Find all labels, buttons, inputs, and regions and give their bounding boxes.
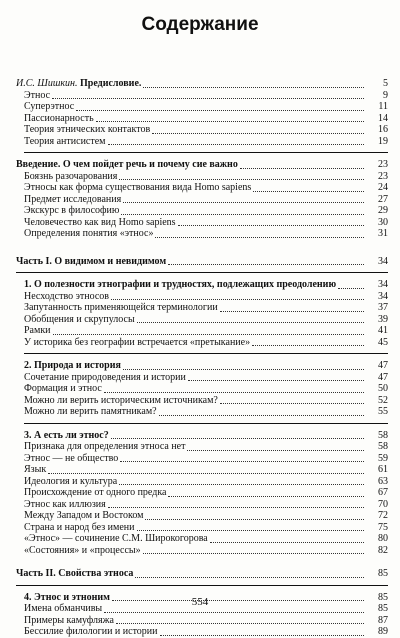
leader-dots	[143, 545, 364, 554]
toc-entry[interactable]	[16, 453, 388, 465]
entry-title: 3. А есть ли этнос?	[24, 429, 109, 441]
page-ref: 47	[378, 371, 388, 383]
intro-section	[16, 159, 388, 240]
leader-dots	[48, 465, 364, 474]
leader-dots	[220, 395, 364, 404]
entry-title: Страна и народ без имени	[24, 521, 135, 533]
entry-title: Имена обманчивы	[24, 603, 103, 614]
page-ref: 34	[378, 255, 388, 267]
divider	[24, 353, 388, 354]
preface-label: Предисловие.	[80, 78, 142, 89]
entry-title: Примеры камуфляжа	[24, 614, 114, 626]
page-ref: 41	[378, 325, 388, 336]
page-ref: 63	[378, 475, 388, 487]
entry-title: Теория антисистем	[24, 135, 106, 147]
toc-part-1[interactable]	[16, 256, 388, 268]
entry-title: У историка без географии встречается «претыкание»	[24, 336, 251, 348]
page-ref: 29	[378, 205, 388, 216]
page-ref: 31	[378, 228, 388, 239]
entry-title: Запутанность применяющейся терминологии	[24, 302, 218, 313]
entry-title: Между Западом и Востоком	[24, 510, 144, 521]
toc-entry[interactable]	[16, 182, 388, 194]
table-of-contents	[16, 78, 388, 638]
leader-dots	[168, 256, 364, 265]
page-ref: 11	[378, 101, 388, 112]
toc-entry[interactable]	[16, 205, 388, 217]
entry-title: Этнос	[24, 89, 51, 101]
entry-title: Предмет исследования	[24, 193, 122, 205]
entry-title: Суперэтнос	[24, 101, 75, 112]
leader-dots	[137, 522, 365, 531]
page-ref: 24	[378, 182, 388, 193]
page-ref: 75	[378, 521, 388, 533]
toc-entry[interactable]	[16, 476, 388, 488]
toc-entry[interactable]	[16, 383, 388, 395]
toc-entry[interactable]	[16, 302, 388, 314]
leader-dots	[159, 407, 364, 416]
toc-entry[interactable]	[16, 487, 388, 499]
page-ref: 9	[383, 89, 388, 101]
toc-entry[interactable]	[16, 325, 388, 337]
page-ref: 59	[378, 452, 388, 464]
page-ref: 70	[378, 498, 388, 510]
entry-title: Формация и этнос	[24, 383, 102, 394]
leader-dots	[76, 102, 364, 111]
toc-chapter[interactable]	[16, 360, 388, 372]
toc-entry[interactable]	[16, 522, 388, 534]
leader-dots	[252, 337, 364, 346]
divider	[24, 152, 388, 153]
page-ref: 45	[378, 336, 388, 348]
page-ref: 61	[378, 464, 388, 475]
entry-title: 4. Этнос и этноним	[24, 591, 110, 603]
toc-entry[interactable]	[16, 228, 388, 240]
entry-title: Язык	[24, 464, 47, 475]
leader-dots	[187, 442, 364, 451]
leader-dots	[155, 229, 364, 238]
entry-title: Бессилие филологии и истории	[24, 626, 158, 637]
page-ref: 50	[378, 383, 388, 394]
preface-section	[16, 78, 388, 147]
divider	[16, 272, 388, 273]
toc-entry[interactable]	[16, 217, 388, 229]
leader-dots	[121, 206, 364, 215]
toc-entry[interactable]	[16, 464, 388, 476]
toc-entry[interactable]	[16, 90, 388, 102]
entry-title: Можно ли верить памятникам?	[24, 406, 157, 417]
divider	[16, 585, 388, 586]
toc-entry[interactable]	[16, 615, 388, 627]
page-ref: 19	[378, 135, 388, 147]
entry-title: Пассионарность	[24, 112, 94, 124]
toc-entry[interactable]	[16, 171, 388, 183]
entry-title: Идеология и культура	[24, 475, 118, 487]
leader-dots	[152, 125, 364, 134]
page-ref: 16	[378, 124, 388, 135]
page-ref: 85	[378, 568, 388, 579]
leader-dots	[120, 453, 364, 462]
part-label: Часть I. О видимом и невидимом	[16, 255, 167, 267]
entry-title: Несходство этносов	[24, 290, 110, 302]
leader-dots	[220, 303, 364, 312]
divider	[24, 423, 388, 424]
page-ref: 85	[378, 591, 388, 603]
leader-dots	[188, 372, 364, 381]
toc-entry[interactable]	[16, 626, 388, 638]
toc-entry[interactable]	[16, 337, 388, 349]
toc-heading-intro[interactable]	[16, 159, 388, 171]
page-ref: 34	[378, 290, 388, 302]
part-label: Часть II. Свойства этноса	[16, 568, 134, 579]
leader-dots	[145, 511, 364, 520]
entry-title: Этнос — не общество	[24, 452, 119, 464]
leader-dots	[116, 615, 364, 624]
leader-dots	[119, 476, 364, 485]
preface-author: И.С. Шишкин.	[16, 78, 78, 89]
leader-dots	[111, 430, 364, 439]
toc-entry[interactable]	[16, 291, 388, 303]
page-ref: 87	[378, 614, 388, 626]
leader-dots	[253, 183, 364, 192]
page-ref: 37	[378, 302, 388, 313]
entry-title: Теория этнических контактов	[24, 124, 151, 135]
entry-title: Сочетание природоведения и истории	[24, 371, 186, 383]
page-ref: 30	[378, 216, 388, 228]
leader-dots	[104, 384, 364, 393]
entry-title: «Этнос» — сочинение С.М. Широкогорова	[24, 533, 208, 544]
entry-title: Этносы как форма существования вида Homo sapiens	[24, 182, 252, 193]
entry-title: Рамки	[24, 325, 51, 336]
toc-heading-preface[interactable]	[16, 78, 388, 90]
toc-entry[interactable]	[16, 395, 388, 407]
toc-entry[interactable]	[16, 510, 388, 522]
entry-title: Человечество как вид Homo sapiens	[24, 216, 176, 228]
page-ref: 82	[378, 544, 388, 556]
toc-entry[interactable]	[16, 113, 388, 125]
toc-entry[interactable]	[16, 314, 388, 326]
toc-chapter[interactable]	[16, 430, 388, 442]
entry-title: Признака для определения этноса нет	[24, 441, 186, 452]
page-title: Содержание	[141, 14, 259, 35]
entry-title: Можно ли верить историческим источникам?	[24, 394, 218, 406]
entry-title: 1. О полезности этнографии и трудностях, подлежащих преодолению	[24, 279, 337, 290]
leader-dots	[52, 90, 364, 99]
entry-title: 2. Природа и история	[24, 360, 121, 371]
toc-entry[interactable]	[16, 136, 388, 148]
page-ref: 34	[378, 279, 388, 290]
page-ref: 23	[378, 159, 388, 170]
leader-dots	[123, 361, 364, 370]
page-ref: 67	[378, 487, 388, 498]
entry-title: Боязнь разочарования	[24, 170, 118, 182]
toc-entry[interactable]	[16, 499, 388, 511]
toc-chapter[interactable]	[16, 279, 388, 291]
leader-dots	[160, 627, 364, 636]
leader-dots	[53, 326, 364, 335]
page-ref: 52	[378, 394, 388, 406]
toc-entry[interactable]	[16, 441, 388, 453]
page-ref: 72	[378, 510, 388, 521]
toc-entry[interactable]	[16, 406, 388, 418]
leader-dots	[111, 291, 364, 300]
intro-label: Введение. О чем пойдет речь и почему сие важно	[16, 159, 238, 170]
page-ref: 5	[383, 78, 388, 89]
page-ref: 47	[378, 360, 388, 371]
entry-title: Экскурс в философию	[24, 205, 120, 216]
leader-dots	[210, 534, 364, 543]
page-ref: 39	[378, 313, 388, 325]
leader-dots	[168, 488, 364, 497]
leader-dots	[240, 160, 364, 169]
page-ref: 85	[378, 603, 388, 614]
page-ref: 89	[378, 626, 388, 637]
leader-dots	[135, 569, 364, 578]
entry-title: Происхождение от одного предка	[24, 487, 167, 498]
leader-dots	[338, 280, 364, 289]
page-ref: 80	[378, 533, 388, 544]
page-number: 554	[191, 596, 209, 608]
page-ref: 23	[378, 170, 388, 182]
toc-entry[interactable]	[16, 372, 388, 384]
leader-dots	[108, 499, 364, 508]
page-ref: 55	[378, 406, 388, 417]
page-ref: 58	[378, 429, 388, 441]
toc-entry[interactable]	[16, 545, 388, 557]
entry-title: Обобщения и скрупулосы	[24, 313, 135, 325]
leader-dots	[178, 217, 364, 226]
toc-entry[interactable]	[16, 533, 388, 545]
page-ref: 27	[378, 193, 388, 205]
page-ref: 14	[378, 112, 388, 124]
toc-entry[interactable]	[16, 194, 388, 206]
entry-title: Определения понятия «этнос»	[24, 228, 154, 239]
leader-dots	[108, 136, 365, 145]
leader-dots	[123, 194, 364, 203]
leader-dots	[119, 171, 364, 180]
leader-dots	[96, 113, 364, 122]
entry-title: «Состояния» и «процессы»	[24, 544, 141, 556]
entry-title: Этнос как иллюзия	[24, 498, 106, 510]
page-ref: 58	[378, 441, 388, 452]
leader-dots	[137, 314, 364, 323]
toc-entry[interactable]	[16, 101, 388, 113]
toc-entry[interactable]	[16, 124, 388, 136]
leader-dots	[143, 79, 364, 88]
toc-part-2[interactable]	[16, 568, 388, 580]
